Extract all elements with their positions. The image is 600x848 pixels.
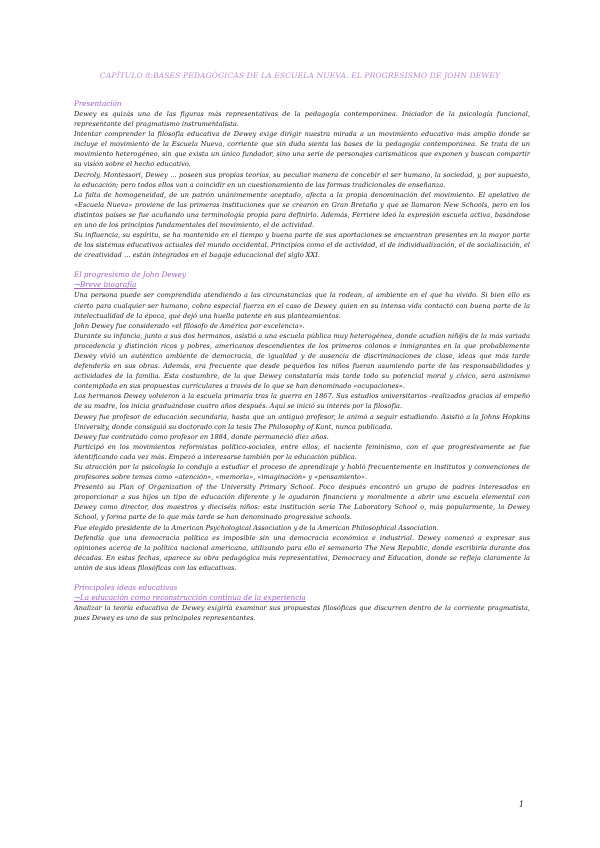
document-body [74, 99, 530, 623]
paragraph: Una persona puede ser comprendida atendiendo a las circunstancias que la rodean, al ambiente en el que ha vivido. Si bien ello es cierto para cualquier ser humano, cobra especial fuerza en el caso de Dewey quien en su intensa vida contactó con buena parte de la intelectualidad de la época, que dejó una huella patente en sus planteamientos. [74, 291, 530, 320]
paragraph: John Dewey fue considerado «el filósofo de América por excelencia». [74, 321, 305, 330]
paragraph: Intentar comprender la filosofía educativa de Dewey exige dirigir nuestra mirada a un movimiento educativo más amplio donde se incluye el movimiento de la Escuela Nueva, corriente que sin duda sienta las bases de la pedagogía contemporánea. Se trata de un movimiento heterogéneo, sin que exista un único fundador, sino una serie de personajes carismáticos que exponen y buscan compartir su visión sobre el hecho educativo. [74, 130, 530, 169]
paragraph: Participó en los movimientos reformistas político-sociales, entre ellos, el naciente feminismo, con el que progresivamente se fue identificando cada vez más. Empezó a interesarse también por la educación pública. [74, 442, 530, 461]
spacer [74, 260, 530, 270]
page-number: 1 [518, 800, 524, 809]
paragraph: Fue elegido presidente de la American Psychological Association y de la American Philosophical Association. [74, 523, 439, 532]
paragraph: Analizar la teoría educativa de Dewey exigiría examinar sus propuestas filosóficas que discurren dentro de la corriente pragmatista, pues Dewey es uno de sus principales representantes. [74, 604, 530, 623]
spacer [74, 573, 530, 583]
paragraph: Dewey fue contratado como profesor en 1884, donde permaneció diez años. [74, 432, 329, 441]
section-heading-progresismo: El progresismo de John Dewey [74, 270, 186, 280]
paragraph: Durante su infancia, junto a sus dos hermanos, asistió a una escuela pública muy heterogénea, donde acudían niñ@s de la más variada procedencia y distinción ricos y pobres, americanos descendientes de los primeros colonos e inmigrantes en la que probablemente Dewey vivió un auténtico ambiente de democracia, de igualdad y de ausencia de discriminaciones de clase, ideas que más tarde defendería en sus obras. Además, era frecuente que desde pequeños los niños fueran asumiendo parte de las responsabilidades y actividades de la familia. Esta costumbre, de la que Dewey constataría más tarde todo su potencial moral y cívico, será asimismo contemplada en sus propuestas curriculares a través de lo que se han denominado «ocupaciones». [74, 331, 530, 391]
paragraph: Dewey fue profesor de educación secundaria, hasta que un antiguo profesor, le animó a seguir estudiando. Asistió a la Johns Hopkins University, donde consiguió su doctorado con la tesis The Philosophy of Kant, nunca publicada. [74, 412, 530, 431]
section-heading-ideas-educativas: Principales ideas educativas [74, 583, 178, 593]
paragraph: Su atracción por la psicología lo condujo a estudiar el proceso de aprendizaje y habló frecuentemente en institutos y convenciones de profesores sobre temas como «atención», «memoria», «imaginación» y «pensamiento». [74, 463, 530, 482]
chapter-title: CAPÍTULO 8:BASES PEDAGÓGICAS DE LA ESCUELA NUEVA. EL PROGRESISMO DE JOHN DEWEY [99, 71, 501, 80]
paragraph: Presentó su Plan of Organization of the University Primary School. Poco después encontró un grupo de padres interesados en proporcionar a sus hijos un tipo de educación diferente y le ayudaron financiera y moralmente a abrir una escuela elemental con Dewey como director, dos maestros y dieciséis niños: esta institución sería The Laboratory School o, más popularmente, la Dewey School, y forma parte de lo que más tarde se han denominado progressive schools. [74, 483, 530, 522]
subsection-heading-reconstruccion: →La educación como reconstrucción continua de la experiencia [74, 593, 306, 603]
paragraph: Dewey es quizás una de las figuras más representativas de la pedagogía contemporánea. Iniciador de la psicología funcional, representante del pragmatismo instrumentalista. [74, 110, 530, 129]
paragraph: La falta de homogeneidad, de un patrón unánimemente aceptado, afecta a la propia denominación del movimiento. El apelativo de «Escuela Nueva» proviene de las primeras instituciones que se crearon en Gran Bretaña y que se llamaron New Schools, pero en los distintos países se fue acuñando una terminología propia para definirlo. Además, Ferriere ideó la expresión escuela activa, basándose en uno de los principios fundamentales del movimiento, el de actividad. [74, 190, 530, 230]
paragraph: Decroly, Montessori, Dewey … poseen sus propias teorías, su peculiar manera de concebir el ser humano, la sociedad, y, por supuesto, la educación; pero todos ellos van a coincidir en un cuestionamiento de las formas tradicionales de enseñanza. [74, 170, 530, 189]
paragraph: Los hermanos Dewey volvieron a la escuela primaria tras la guerra en 1867. Sus estudios universitarios -realizados gracias al empeño de su madre, los inicia graduándose cuatro años después. Aquí se inició su interés por la filosofía. [74, 392, 530, 411]
subsection-heading-biografia: →Breve biografía [74, 280, 137, 290]
paragraph: Su influencia, su espíritu, se ha mantenido en el tiempo y buena parte de sus aportaciones se encuentran presentes en la mayor parte de los sistemas educativos actuales del mundo occidental. Principios como el de actividad, el de individualización, el de socialización, el de creatividad … están integrados en el bagaje educacional del siglo XXI. [74, 231, 530, 260]
paragraph: Defendía que una democracia política es imposible sin una democracia económica e industrial. Dewey comenzó a expresar sus opiniones acerca de la política nacional americana, utilizando para ello el semanario The New Republic, donde escribiría durante dos décadas. En estas fechas, aparece su obra pedagógica más representativa, Democracy and Education, donde se refleja claramente la unión de sus ideas filosóficas con las educativas. [74, 533, 530, 572]
section-heading-presentacion: Presentación [74, 99, 122, 108]
